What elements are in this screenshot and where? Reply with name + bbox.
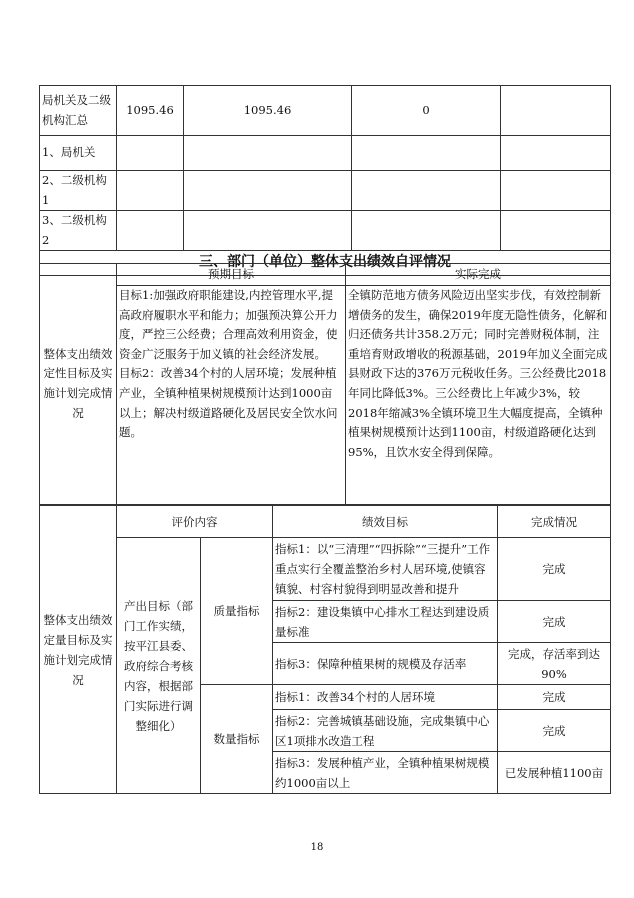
- table-row: [40, 538, 611, 601]
- table-row: [40, 86, 611, 136]
- cell: 1095.46: [117, 86, 184, 136]
- table-row: [40, 211, 611, 251]
- header-actual: 实际完成: [346, 264, 611, 286]
- target: 指标1：以“三清理”“四拆除”“三提升”工作重点实行全覆盖整治乡村人居环境,使镇容镇貌、村容村貌得到明显改善和提升: [273, 538, 498, 601]
- header-target: 绩效目标: [273, 506, 498, 538]
- status: 完成: [498, 685, 611, 710]
- row-label: 2、二级机构 1: [40, 171, 117, 211]
- row-label: 整体支出绩效定量目标及实施计划完成情况: [40, 506, 117, 794]
- row-label: 1、局机关: [40, 136, 117, 171]
- cell: [501, 211, 611, 251]
- header-eval: 评价内容: [117, 506, 273, 538]
- target: 指标1：改善34个村的人居环境: [273, 685, 498, 710]
- output-goal: 产出目标（部门工作实绩，按平江县委、政府综合考核内容，根据部门实际进行调整细化）: [117, 538, 201, 794]
- status: 已发展种植1100亩: [498, 752, 611, 794]
- cell: [352, 136, 501, 171]
- cell: 0: [352, 86, 501, 136]
- row-label: 3、二级机构 2: [40, 211, 117, 251]
- cell: [184, 171, 352, 211]
- target: 指标3：保障种植果树的规模及存活率: [273, 643, 498, 685]
- expected-cell: [117, 286, 346, 505]
- table-row: [40, 171, 611, 211]
- target: 指标2：完善城镇基础设施，完成集镇中心区1项排水改造工程: [273, 710, 498, 752]
- target: 指标3：发展种植产业，全镇种植果树规模约1000亩以上: [273, 752, 498, 794]
- expected-text-1: 目标1:加强政府职能建设,内控管理水平,提高政府履职水平和能力；加强预决算公开力度，严控三公经费；合理高效利用资金，使资金广泛服务于加义镇的社会经济发展。: [119, 288, 338, 361]
- cell: [501, 171, 611, 211]
- header-status: 完成情况: [498, 506, 611, 538]
- section-title: 三、部门（单位）整体支出绩效自评情况: [40, 251, 611, 276]
- actual-text: 全镇防范地方债务风险迈出坚实步伐，有效控制新增债务的发生，确保2019年度无隐性债务，化解和归还债务共计358.2万元；同时完善财税体制，注重培育财政增收的税源基础，2019年加义全面完成县财政下达的376万元税收任务。三公经费比2018年同比降低3%。三公经费比上年减少3%，较2018年缩减3%全镇环境卫生大幅度提高，全镇种植果树规模预计达到1100亩，村级道路硬化达到95%，且饮水安全得到保障。: [346, 286, 611, 505]
- row-label: 局机关及二级机构汇总: [40, 86, 117, 136]
- summary-table: [39, 85, 611, 276]
- cell: [117, 171, 184, 211]
- cell: [184, 136, 352, 171]
- cell: [352, 211, 501, 251]
- cell: [117, 136, 184, 171]
- qualitative-table: [39, 263, 611, 505]
- cell: [184, 211, 352, 251]
- group-label: 质量指标: [201, 538, 273, 685]
- table-row: [40, 136, 611, 171]
- status: 完成: [498, 710, 611, 752]
- status: 完成: [498, 601, 611, 643]
- cell: [501, 136, 611, 171]
- status: 完成，存活率到达90%: [498, 643, 611, 685]
- cell: [352, 171, 501, 211]
- quantitative-table: [39, 505, 611, 794]
- cell: [501, 86, 611, 136]
- expected-text-2: 目标2：改善34个村的人居环境；发展种植产业，全镇种植果树规模预计达到1000亩以上；解决村级道路硬化及居民安全饮水问题。: [119, 366, 338, 440]
- cell: [117, 211, 184, 251]
- header-expected: 预期目标: [117, 264, 346, 286]
- page-number: 18: [310, 842, 324, 853]
- group-label: 数量指标: [201, 685, 273, 794]
- target: 指标2：建设集镇中心排水工程达到建设质量标准: [273, 601, 498, 643]
- row-label: 整体支出绩效定性目标及实施计划完成情况: [40, 264, 117, 505]
- status: 完成: [498, 538, 611, 601]
- cell: 1095.46: [184, 86, 352, 136]
